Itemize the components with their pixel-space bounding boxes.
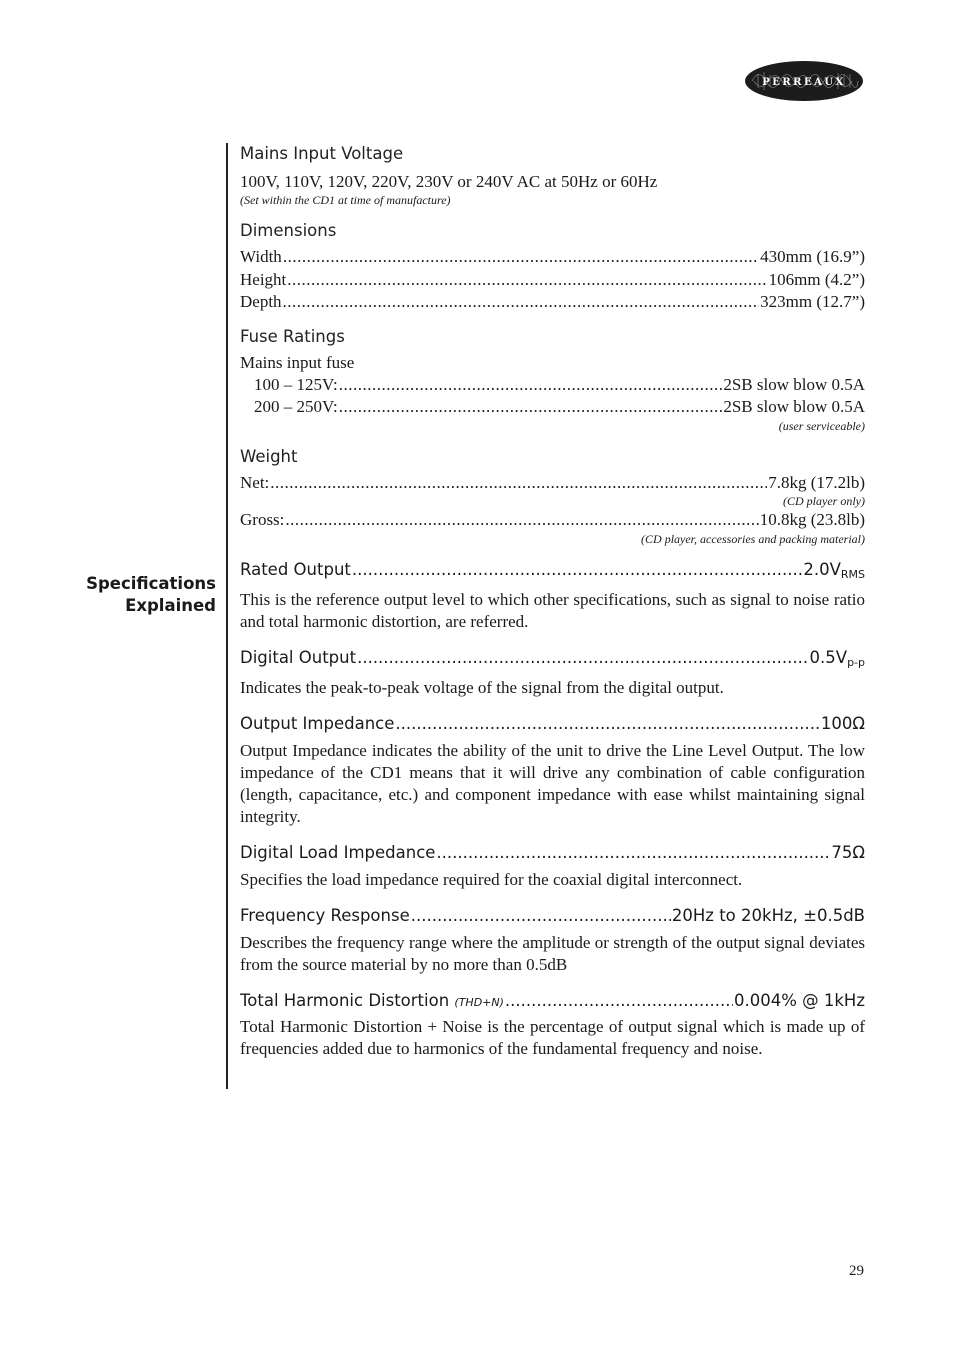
fuse-subheading: Mains input fuse	[240, 352, 355, 372]
output-impedance-section	[240, 713, 865, 828]
rated-output-heading: Rated Output ..... $2.0V_{RMS}$	[240, 559, 865, 586]
weight-section	[240, 446, 865, 547]
fuse-note: (user serviceable)	[778, 418, 865, 433]
mains-section	[240, 143, 865, 208]
fuse-section	[240, 326, 865, 434]
sidebar-heading-line1: Specifications	[86, 574, 216, 593]
frequency-response-text: Describes the frequency range where the amplitude or strength of the output signal deviates from the source material by no more than 0.5dB	[240, 932, 865, 974]
spec-content	[240, 143, 865, 1060]
perreaux-logo	[744, 60, 864, 102]
dimension-row-width: Width ..... 430mm (16.9”)	[240, 246, 865, 269]
digital-output-heading: Digital Output ..... $0.5V_{p-p}$	[240, 647, 865, 674]
frequency-response-heading: Frequency Response ..... 20Hz to 20kHz, ±0.5dB	[240, 905, 865, 927]
digital-load-impedance-section	[240, 842, 865, 891]
weight-row-gross: Gross: ..... 10.8kg (23.8lb)	[240, 509, 865, 532]
digital-load-impedance-text: Specifies the load impedance required for the coaxial digital interconnect.	[240, 869, 743, 889]
mains-note: (Set within the CD1 at time of manufacture)	[240, 193, 451, 207]
digital-output-section	[240, 647, 865, 699]
fuse-row-high: 200 – 250V: ..... 2SB slow blow 0.5A	[240, 396, 865, 419]
mains-value: 100V, 110V, 120V, 220V, 230V or 240V AC at 50Hz or 60Hz	[240, 172, 658, 191]
left-margin-rule	[226, 143, 228, 1089]
output-impedance-text: Output Impedance indicates the ability of the unit to drive the Line Level Output. The low impedance of the CD1 means that it will drive any combination of cable configuration (length, capacitance, etc.) and component impedance with ease whilst maintaining signal integrity.	[240, 740, 865, 826]
mains-heading: Mains Input Voltage	[240, 144, 404, 163]
dimensions-heading: Dimensions	[240, 221, 337, 240]
svg-text:PERREAUX: PERREAUX	[762, 77, 846, 88]
dimensions-section	[240, 220, 865, 314]
output-impedance-heading: Output Impedance ..... 100Ω	[240, 713, 865, 735]
page-number: 29	[849, 1263, 864, 1279]
fuse-heading: Fuse Ratings	[240, 326, 345, 346]
weight-net-note: (CD player only)	[783, 494, 865, 508]
weight-gross-note: (CD player, accessories and packing material)	[641, 531, 865, 546]
weight-row-net: Net: ..... 7.8kg (17.2lb)	[240, 472, 865, 495]
fuse-row-low: 100 – 125V: ..... 2SB slow blow 0.5A	[240, 374, 865, 397]
sidebar-heading-line2: Explained	[125, 596, 216, 615]
digital-output-text: Indicates the peak-to-peak voltage of the signal from the digital output.	[240, 677, 724, 697]
thd-section	[240, 990, 865, 1060]
rated-output-section	[240, 559, 865, 633]
rated-output-text: This is the reference output level to which other specifications, such as signal to noise ratio and total harmonic distortion, are referred.	[240, 589, 865, 631]
digital-load-impedance-heading: Digital Load Impedance ..... 75Ω	[240, 842, 865, 864]
thd-text: Total Harmonic Distortion + Noise is the percentage of output signal which is made up of frequencies added due to harmonics of the fundamental frequency and noise.	[240, 1016, 865, 1058]
frequency-response-section	[240, 905, 865, 976]
sidebar-heading	[60, 573, 216, 617]
dimension-row-height: Height ..... 106mm (4.2”)	[240, 269, 865, 292]
dimension-row-depth: Depth ..... 323mm (12.7”)	[240, 291, 865, 314]
thd-heading: Total Harmonic Distortion (THD+N) ..... 0.004% @ 1kHz	[240, 990, 865, 1014]
weight-heading: Weight	[240, 446, 298, 466]
